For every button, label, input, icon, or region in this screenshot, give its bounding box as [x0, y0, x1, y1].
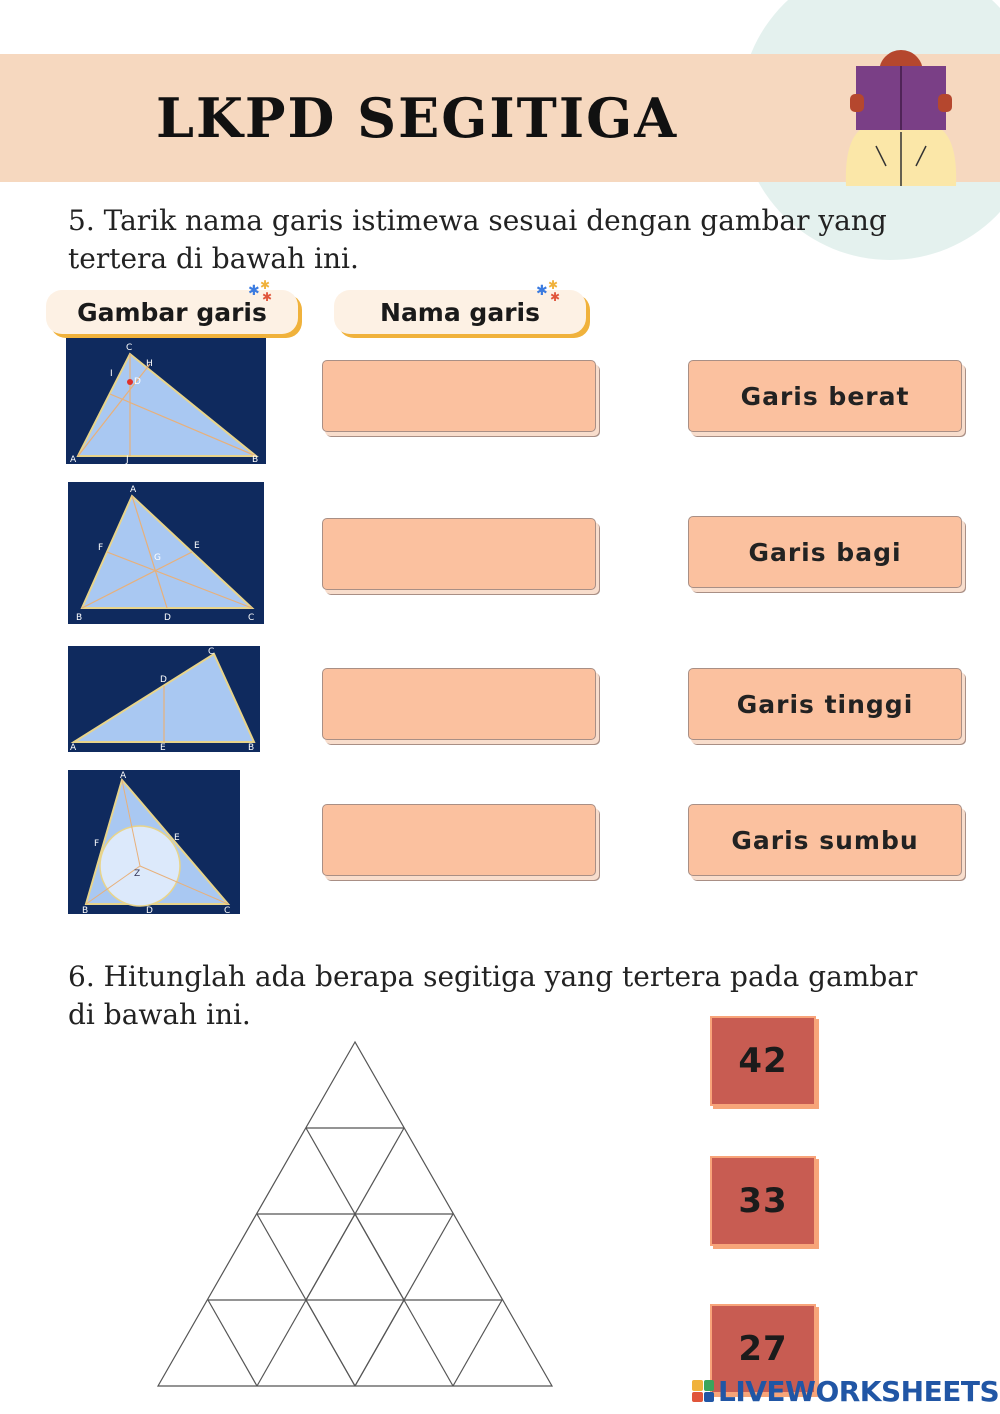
figure-4-label: B: [82, 906, 89, 914]
answer-drop-zone-1[interactable]: [322, 360, 596, 432]
figure-median-triangle: [68, 482, 264, 624]
triangle-count-figure: [150, 1038, 560, 1390]
choice-button-42[interactable]: 42: [710, 1016, 816, 1106]
svg-text:✱: ✱: [248, 283, 260, 299]
choice-button-33[interactable]: 33: [710, 1156, 816, 1246]
figure-4-label: C: [224, 906, 231, 914]
figure-3-label: D: [160, 675, 167, 685]
figure-incircle-triangle: [68, 770, 240, 914]
figure-1-label: H: [146, 359, 153, 369]
draggable-option-garis-bagi[interactable]: Garis bagi: [688, 516, 962, 588]
figure-4-label: A: [120, 771, 127, 781]
figure-2-label: F: [98, 543, 104, 553]
question-6-text: 6. Hitunglah ada berapa segitiga yang tertera pada gambar di bawah ini.: [68, 960, 918, 1031]
draggable-option-garis-tinggi[interactable]: Garis tinggi: [688, 668, 962, 740]
reading-person-illustration: [836, 46, 966, 186]
answer-drop-zone-3[interactable]: [322, 668, 596, 740]
figure-2-label: C: [248, 613, 255, 623]
liveworksheets-logo: [692, 1374, 999, 1408]
figure-3-label: C: [208, 647, 215, 657]
figure-2-label: A: [130, 485, 137, 495]
sparkle-icon: [248, 277, 278, 303]
liveworksheets-brand: LIVEWORKSHEETS: [718, 1374, 1000, 1408]
figure-1-label: C: [126, 343, 133, 353]
page-title: LKPD SEGITIGA: [156, 86, 679, 150]
svg-text:✱: ✱: [260, 278, 271, 292]
svg-text:✱: ✱: [536, 283, 548, 299]
svg-text:✱: ✱: [550, 290, 561, 303]
figure-altitude-triangle: [66, 338, 266, 464]
figure-4-label: F: [94, 839, 100, 849]
svg-text:✱: ✱: [262, 290, 273, 303]
question-5-text: 5. Tarik nama garis istimewa sesuai dengan gambar yang tertera di bawah ini.: [68, 204, 887, 275]
figure-1-label: I: [110, 369, 113, 379]
draggable-option-garis-berat[interactable]: Garis berat: [688, 360, 962, 432]
figure-2-label: E: [194, 541, 200, 551]
figure-3-label: B: [248, 743, 255, 752]
figure-1-label: J: [126, 455, 129, 464]
liveworksheets-logo-icon: [692, 1380, 714, 1402]
figure-height-triangle: [68, 646, 260, 752]
answer-drop-zone-4[interactable]: [322, 804, 596, 876]
choice-button-27[interactable]: 27: [710, 1304, 816, 1394]
figure-1-label: A: [70, 455, 77, 464]
answer-drop-zone-2[interactable]: [322, 518, 596, 590]
figure-1-label: D: [134, 377, 141, 387]
draggable-option-garis-sumbu[interactable]: Garis sumbu: [688, 804, 962, 876]
figure-4-label: Z: [134, 869, 141, 879]
figure-4-label: E: [174, 833, 180, 843]
figure-2-label: D: [164, 613, 171, 623]
figure-4-label: D: [146, 906, 153, 914]
column-header-name-label: Nama garis: [380, 297, 540, 327]
figure-1-label: B: [252, 455, 259, 464]
figure-2-label: B: [76, 613, 83, 623]
column-header-figure-label: Gambar garis: [77, 297, 267, 327]
svg-text:✱: ✱: [548, 278, 559, 292]
figure-3-label: E: [160, 743, 166, 752]
sparkle-icon: [536, 277, 566, 303]
figure-2-label: G: [154, 553, 161, 563]
figure-3-label: A: [70, 743, 77, 752]
